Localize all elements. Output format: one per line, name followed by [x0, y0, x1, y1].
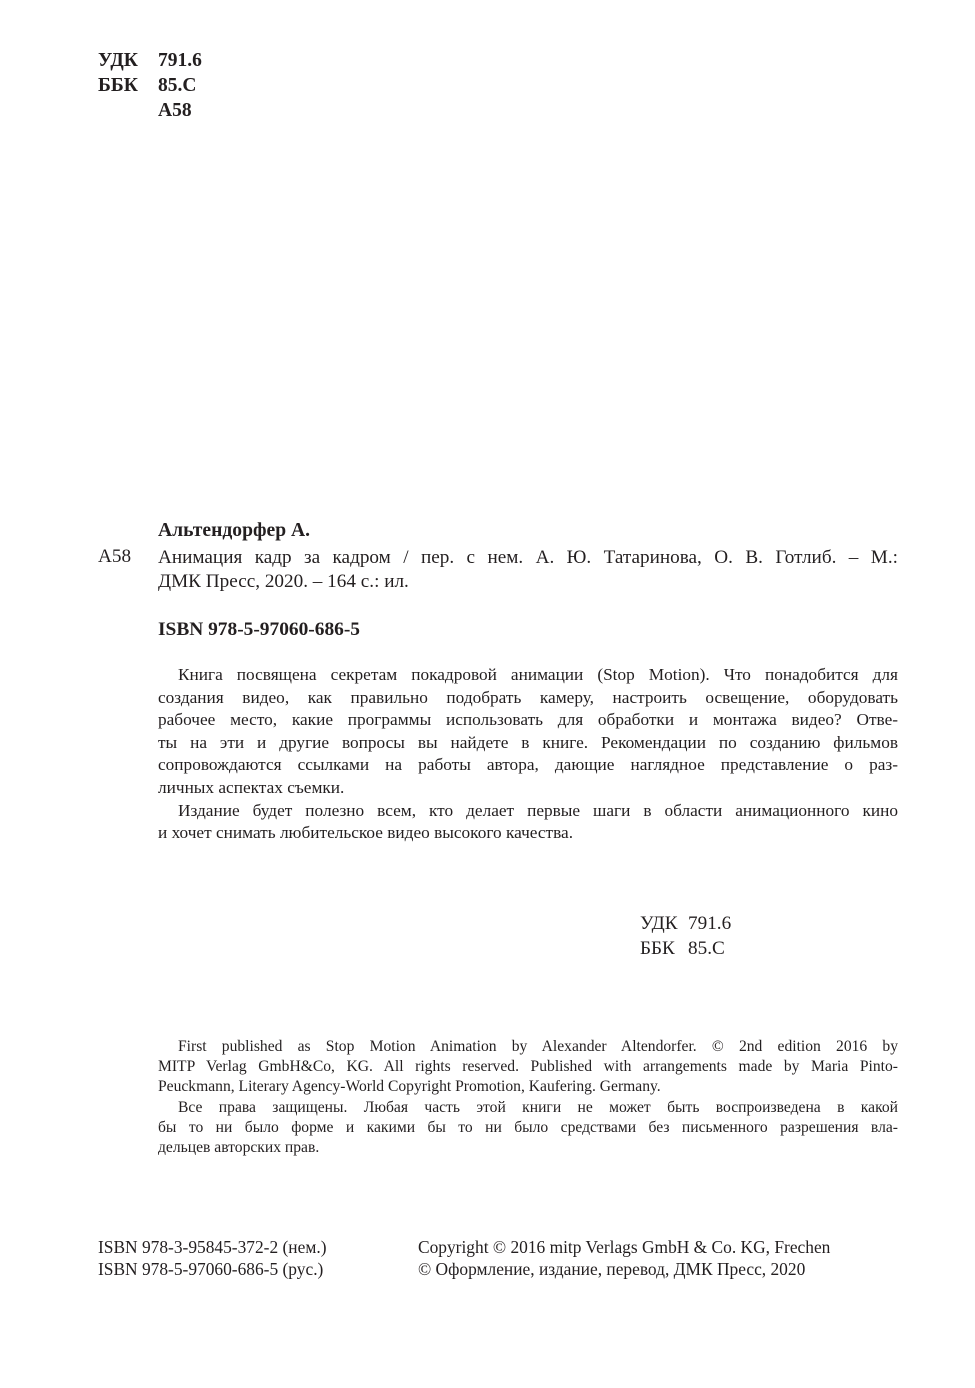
legal-notice [158, 1037, 898, 1158]
author-name: Альтендорфер А. [158, 520, 311, 541]
author-mark-row [98, 100, 192, 122]
bibliographic-description [158, 546, 898, 594]
udk-label: УДК [98, 50, 138, 71]
isbn-german: ISBN 978-3-95845-372-2 (нем.) [98, 1237, 327, 1257]
legal-line: дельцев авторских прав. [158, 1139, 320, 1157]
annotation [158, 664, 898, 845]
udk-row-bottom [640, 913, 731, 935]
legal-line: MITP Verlag GmbH&Co, KG. All rights reserved. Published with arrangements made by Maria Pinto- [158, 1058, 898, 1076]
annotation-line: личных аспектах съемки. [158, 777, 345, 797]
isbn-russian: ISBN 978-5-97060-686-5 (рус.) [98, 1259, 324, 1279]
copyright-original: Copyright © 2016 mitp Verlags GmbH & Co. KG, Frechen [418, 1237, 831, 1257]
copyright-list [418, 1236, 830, 1280]
annotation-line: Издание будет полезно всем, кто делает первые шаги в области анимационного кино [178, 800, 898, 820]
annotation-line: Книга посвящена секретам покадровой анимации (Stop Motion). Что понадобится для [178, 665, 898, 684]
udk-row [98, 50, 202, 72]
udk-value: 791.6 [158, 50, 202, 71]
bbk-value-bottom: 85.С [688, 938, 725, 959]
annotation-line: и хочет снимать любительское видео высокого качества. [158, 823, 574, 843]
copyright-russian: © Оформление, издание, перевод, ДМК Пресс, 2020 [418, 1259, 806, 1279]
udk-label-bottom: УДК [640, 913, 678, 934]
legal-line: Peuckmann, Literary Agency-World Copyright Promotion, Kaufering. Germany. [158, 1078, 661, 1096]
isbn-list [98, 1236, 326, 1280]
annotation-line: ты на эти и другие вопросы вы найдете в книге. Рекомендации по созданию фильмов [158, 732, 898, 752]
annotation-line: рабочее место, какие программы использовать для обработки и монтажа видео? Отве- [158, 710, 898, 730]
legal-line: First published as Stop Motion Animation by Alexander Altendorfer. © 2nd edition 2016 by [178, 1038, 898, 1055]
description-line: Анимация кадр за кадром / пер. с нем. А. Ю. Татаринова, О. В. Готлиб. – М.: [158, 547, 898, 568]
annotation-line: создания видео, как правильно подобрать камеру, настроить освещение, оборудовать [158, 687, 898, 707]
legal-line: бы то ни было форме и какими бы то ни было средствами без письменного разрешения вла- [158, 1118, 898, 1136]
bbk-label: ББК [98, 75, 138, 96]
bbk-label-bottom: ББК [640, 938, 675, 959]
isbn-main: ISBN 978-5-97060-686-5 [158, 619, 360, 640]
annotation-line: сопровождаются ссылками на работы автора, дающие наглядное представление о раз- [158, 755, 898, 775]
author-mark-value: А58 [158, 100, 192, 121]
bbk-row-bottom [640, 938, 725, 960]
author-code: А58 [98, 546, 132, 567]
legal-line: Все права защищены. Любая часть этой книги не может быть воспроизведена в какой [178, 1098, 898, 1116]
bbk-row [98, 75, 196, 97]
udk-value-bottom: 791.6 [688, 913, 732, 934]
bbk-value: 85.С [158, 75, 197, 96]
description-line: ДМК Пресс, 2020. – 164 с.: ил. [158, 571, 409, 592]
